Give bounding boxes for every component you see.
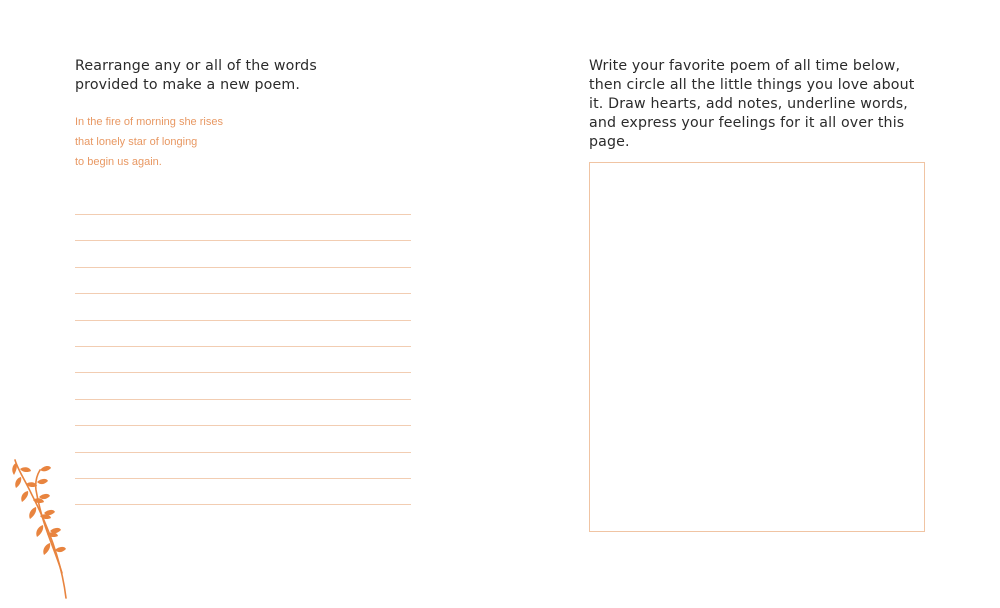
poem-line: that lonely star of longing <box>75 136 198 148</box>
writing-lines[interactable] <box>75 214 411 531</box>
leaf-sprig-icon <box>10 455 72 600</box>
writing-line[interactable] <box>75 478 411 504</box>
writing-line[interactable] <box>75 399 411 425</box>
right-page <box>500 0 1000 608</box>
writing-line[interactable] <box>75 372 411 398</box>
favorite-poem-instruction: Write your favorite poem of all time below, then circle all the little things you love about it. Draw hearts, add notes, underline words, and express your feelings for it all over this page. <box>589 58 915 150</box>
source-poem <box>75 112 223 172</box>
rearrange-instruction: Rearrange any or all of the words provided to make a new poem. <box>75 58 317 93</box>
poem-line: In the fire of morning she rises <box>75 116 223 128</box>
writing-line[interactable] <box>75 293 411 319</box>
writing-line[interactable] <box>75 320 411 346</box>
poem-line: to begin us again. <box>75 156 162 168</box>
writing-line[interactable] <box>75 267 411 293</box>
favorite-poem-box[interactable] <box>589 162 925 532</box>
writing-line[interactable] <box>75 452 411 478</box>
writing-line[interactable] <box>75 504 411 530</box>
writing-line[interactable] <box>75 425 411 451</box>
writing-line[interactable] <box>75 346 411 372</box>
writing-line[interactable] <box>75 240 411 266</box>
writing-line[interactable] <box>75 214 411 240</box>
